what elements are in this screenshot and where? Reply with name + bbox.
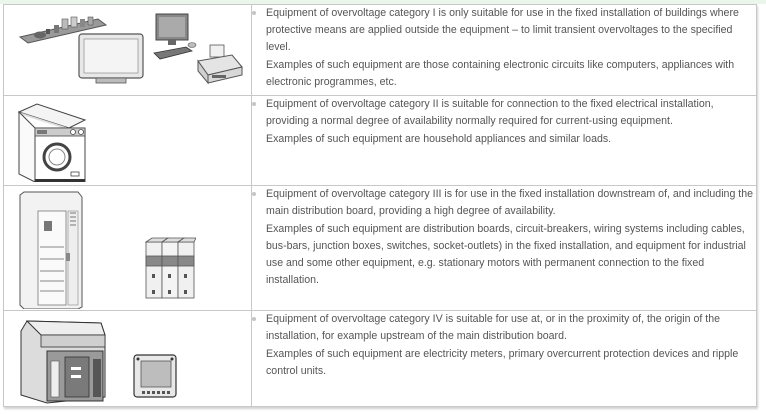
category-description: Equipment of overvoltage category II is suitable for connection to the fixed electrical installation, providing a normal degree of availability normally required for current-using equipment.: [266, 98, 714, 127]
table-row-category-3: [4, 186, 757, 311]
image-cell: [4, 311, 252, 407]
bullet-icon: [252, 11, 256, 15]
image-cell: [4, 186, 252, 311]
category-description: Equipment of overvoltage category I is only suitable for use in the fixed installation of buildings where protective means are applied outside the equipment – to limit transient overvoltages to the specified level.: [266, 7, 739, 53]
description-cell: [252, 96, 757, 186]
category-description: Equipment of overvoltage category III is for use in the fixed installation downstream of, and including the main distribution board, providing a high degree of availability.: [266, 188, 754, 217]
bullet-icon: [252, 192, 256, 196]
bullet-item: [252, 5, 756, 91]
description-cell: [252, 311, 757, 407]
bullet-icon: [252, 102, 256, 106]
image-cell: [4, 5, 252, 96]
distribution-cabinet-icon: [18, 191, 84, 309]
printer-icon: [196, 43, 246, 85]
description-cell: [252, 186, 757, 311]
flat-monitor-icon: [78, 33, 144, 85]
bullet-item: [252, 311, 756, 380]
category-description: Equipment of overvoltage category IV is suitable for use at, or in the proximity of, the origin of the installation, for example upstream of the main distribution board.: [266, 313, 721, 342]
overvoltage-category-table: [3, 4, 757, 407]
washing-machine-icon: [17, 102, 89, 182]
electricity-meter-icon: [132, 353, 178, 399]
category-examples: Examples of such equipment are distribution boards, circuit-breakers, wiring systems including cables, bus-bars, junction boxes, switches, socket-outlets) in the fixed installation, and equipment for industrial use and some other equipment, e.g. stationary motors with permanent connection to the fixed installation.: [266, 223, 746, 286]
table-row-category-1: [4, 5, 757, 96]
image-cell: [4, 96, 252, 186]
category-examples: Examples of such equipment are those containing electronic circuits like computers, appliances with electronic programmes, etc.: [266, 59, 735, 88]
air-circuit-breaker-icon: [17, 317, 109, 405]
bullet-icon: [252, 317, 256, 321]
bullet-item: [252, 186, 756, 289]
category-examples: Examples of such equipment are electricity meters, primary overcurrent protection devices and ripple control units.: [266, 348, 739, 377]
table-row-category-4: [4, 311, 757, 407]
bullet-item: [252, 96, 756, 148]
desktop-computer-icon: [152, 13, 198, 63]
circuit-breakers-icon: [144, 236, 196, 300]
category-examples: Examples of such equipment are household appliances and similar loads.: [266, 133, 612, 145]
table-row-category-2: [4, 96, 757, 186]
description-cell: [252, 5, 757, 96]
